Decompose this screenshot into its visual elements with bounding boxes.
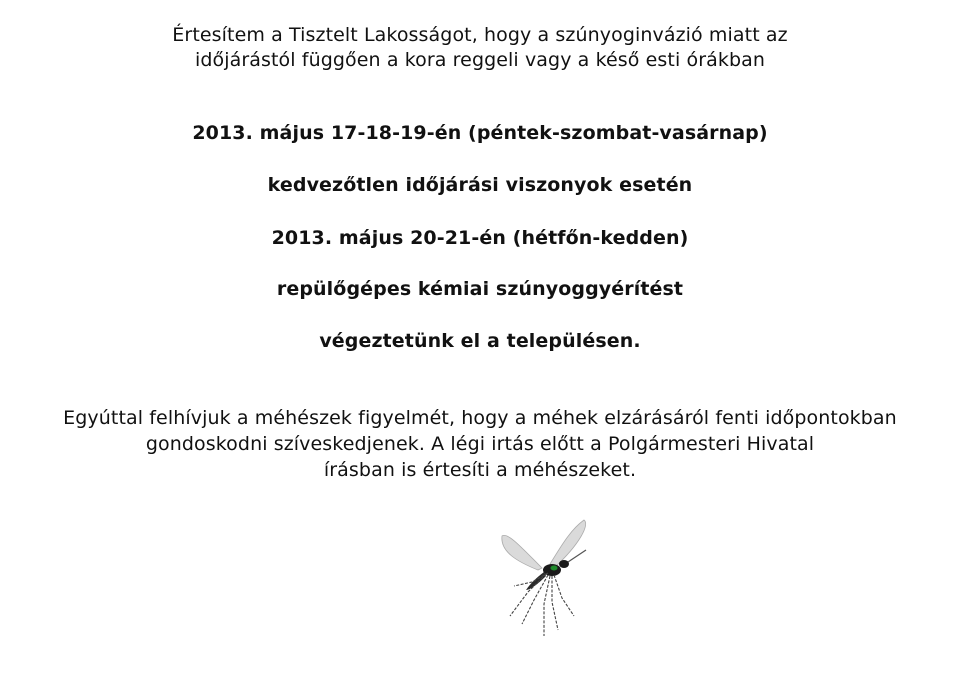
condition-line: kedvezőtlen időjárási viszonyok esetén bbox=[267, 174, 693, 196]
mosquito-legs bbox=[510, 573, 574, 636]
mosquito-wing-right bbox=[550, 520, 586, 568]
mosquito-wing-left bbox=[502, 535, 542, 570]
intro-line-1: Értesítem a Tisztelt Lakosságot, hogy a szúnyoginvázió miatt az bbox=[172, 24, 788, 46]
closing-line-2: gondoskodni szíveskedjenek. A légi irtás előtt a Polgármesteri Hivatal bbox=[145, 433, 815, 455]
mosquito-icon bbox=[488, 512, 598, 642]
intro-line-2: időjárástól függően a kora reggeli vagy a késő esti órákban bbox=[194, 49, 766, 71]
date-line-1: 2013. május 17-18-19-én (péntek-szombat-vasárnap) bbox=[192, 122, 768, 144]
mosquito-proboscis bbox=[568, 550, 586, 562]
mosquito-thorax-accent bbox=[551, 566, 558, 571]
closing-line-1: Egyúttal felhívjuk a méhészek figyelmét, hogy a méhek elzárásáról fenti időpontokban bbox=[63, 407, 897, 429]
location-line: végeztetünk el a településen. bbox=[319, 330, 641, 352]
closing-line-3: írásban is értesíti a méhészeket. bbox=[323, 459, 637, 481]
mosquito-abdomen bbox=[526, 572, 546, 590]
date-line-2: 2013. május 20-21-én (hétfőn-kedden) bbox=[271, 227, 689, 249]
action-line: repülőgépes kémiai szúnyoggyérítést bbox=[276, 278, 684, 300]
mosquito-head bbox=[559, 560, 569, 568]
